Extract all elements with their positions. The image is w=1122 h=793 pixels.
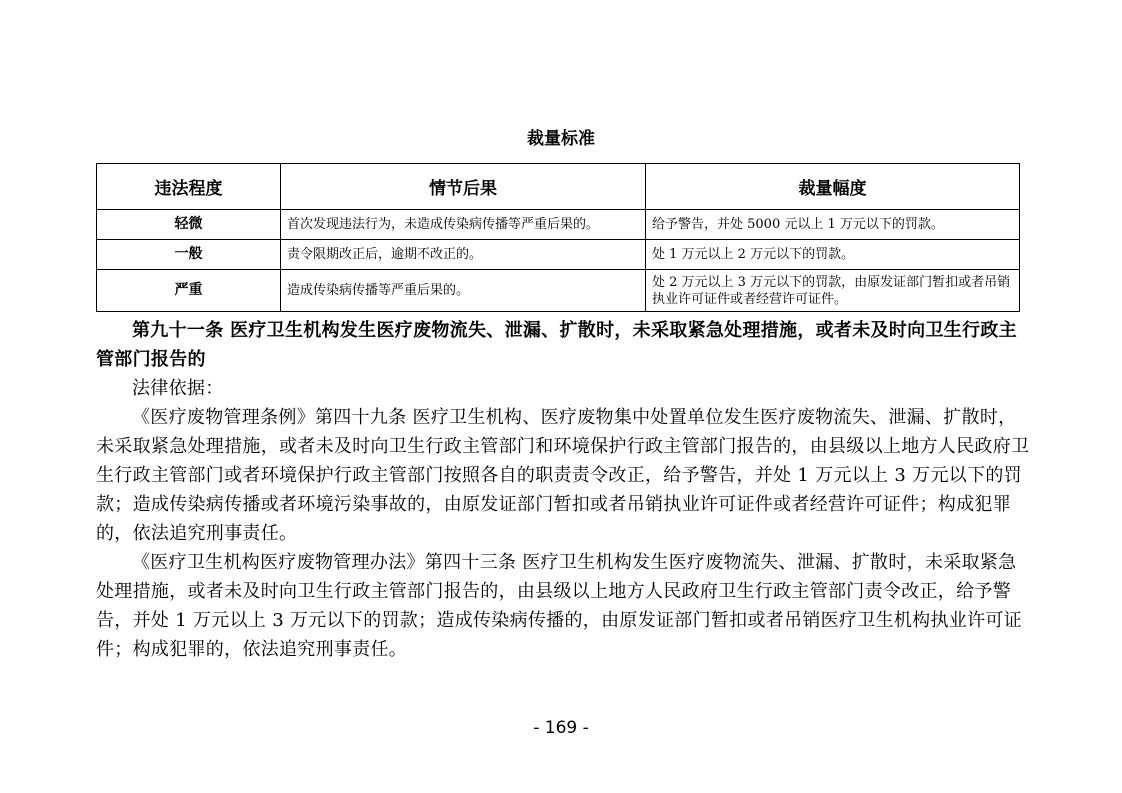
article-body xyxy=(96,316,1031,664)
penalty-cell: 给予警告，并处 5000 元以上 1 万元以下的罚款。 xyxy=(646,210,1020,240)
column-header-violation-degree: 违法程度 xyxy=(97,164,281,210)
legal-basis-label: 法律依据： xyxy=(132,378,224,399)
violation-level-cell: 一般 xyxy=(97,240,281,270)
discretion-standard-table xyxy=(96,163,1020,312)
legal-basis-paragraph: 《医疗废物管理条例》第四十九条 医疗卫生机构、医疗废物集中处置单位发生医疗废物流失、泄漏、扩散时，未采取紧急处理措施，或者未及时向卫生行政主管部门和环境保护行政主管部门报告的，由县级以上地方人民政府卫生行政主管部门或者环境保护行政主管部门按照各自的职责责令改正，给予警告，并处 1 万元以上 3 万元以下的罚款；造成传染病传播或者环境污染事故的，由原发证部门暂扣或者吊销执业许可证件或者经营许可证件；构成犯罪的，依法追究刑事责任。 xyxy=(96,407,1030,544)
violation-level-cell: 轻微 xyxy=(97,210,281,240)
page-number: - 169 - xyxy=(533,718,589,738)
table-row xyxy=(97,240,1020,270)
penalty-cell: 处 2 万元以上 3 万元以下的罚款，由原发证部门暂扣或者吊销执业许可证件或者经营许可证件。 xyxy=(646,270,1020,312)
consequence-cell: 造成传染病传播等严重后果的。 xyxy=(281,270,646,312)
table-row xyxy=(97,210,1020,240)
penalty-cell: 处 1 万元以上 2 万元以下的罚款。 xyxy=(646,240,1020,270)
table-header-row xyxy=(97,164,1020,210)
column-header-penalty-range: 裁量幅度 xyxy=(646,164,1020,210)
consequence-cell: 首次发现违法行为，未造成传染病传播等严重后果的。 xyxy=(281,210,646,240)
consequence-cell: 责令限期改正后，逾期不改正的。 xyxy=(281,240,646,270)
article-heading: 第九十一条 医疗卫生机构发生医疗废物流失、泄漏、扩散时，未采取紧急处理措施，或者未及时向卫生行政主管部门报告的 xyxy=(96,320,1017,370)
column-header-circumstances: 情节后果 xyxy=(281,164,646,210)
table-title: 裁量标准 xyxy=(527,129,595,149)
violation-level-cell: 严重 xyxy=(97,270,281,312)
table-row xyxy=(97,270,1020,312)
legal-basis-paragraph: 《医疗卫生机构医疗废物管理办法》第四十三条 医疗卫生机构发生医疗废物流失、泄漏、扩散时，未采取紧急处理措施，或者未及时向卫生行政主管部门报告的，由县级以上地方人民政府卫生行政主管部门责令改正，给予警告，并处 1 万元以上 3 万元以下的罚款；造成传染病传播的，由原发证部门暂扣或者吊销医疗卫生机构执业许可证件；构成犯罪的，依法追究刑事责任。 xyxy=(96,552,1022,660)
